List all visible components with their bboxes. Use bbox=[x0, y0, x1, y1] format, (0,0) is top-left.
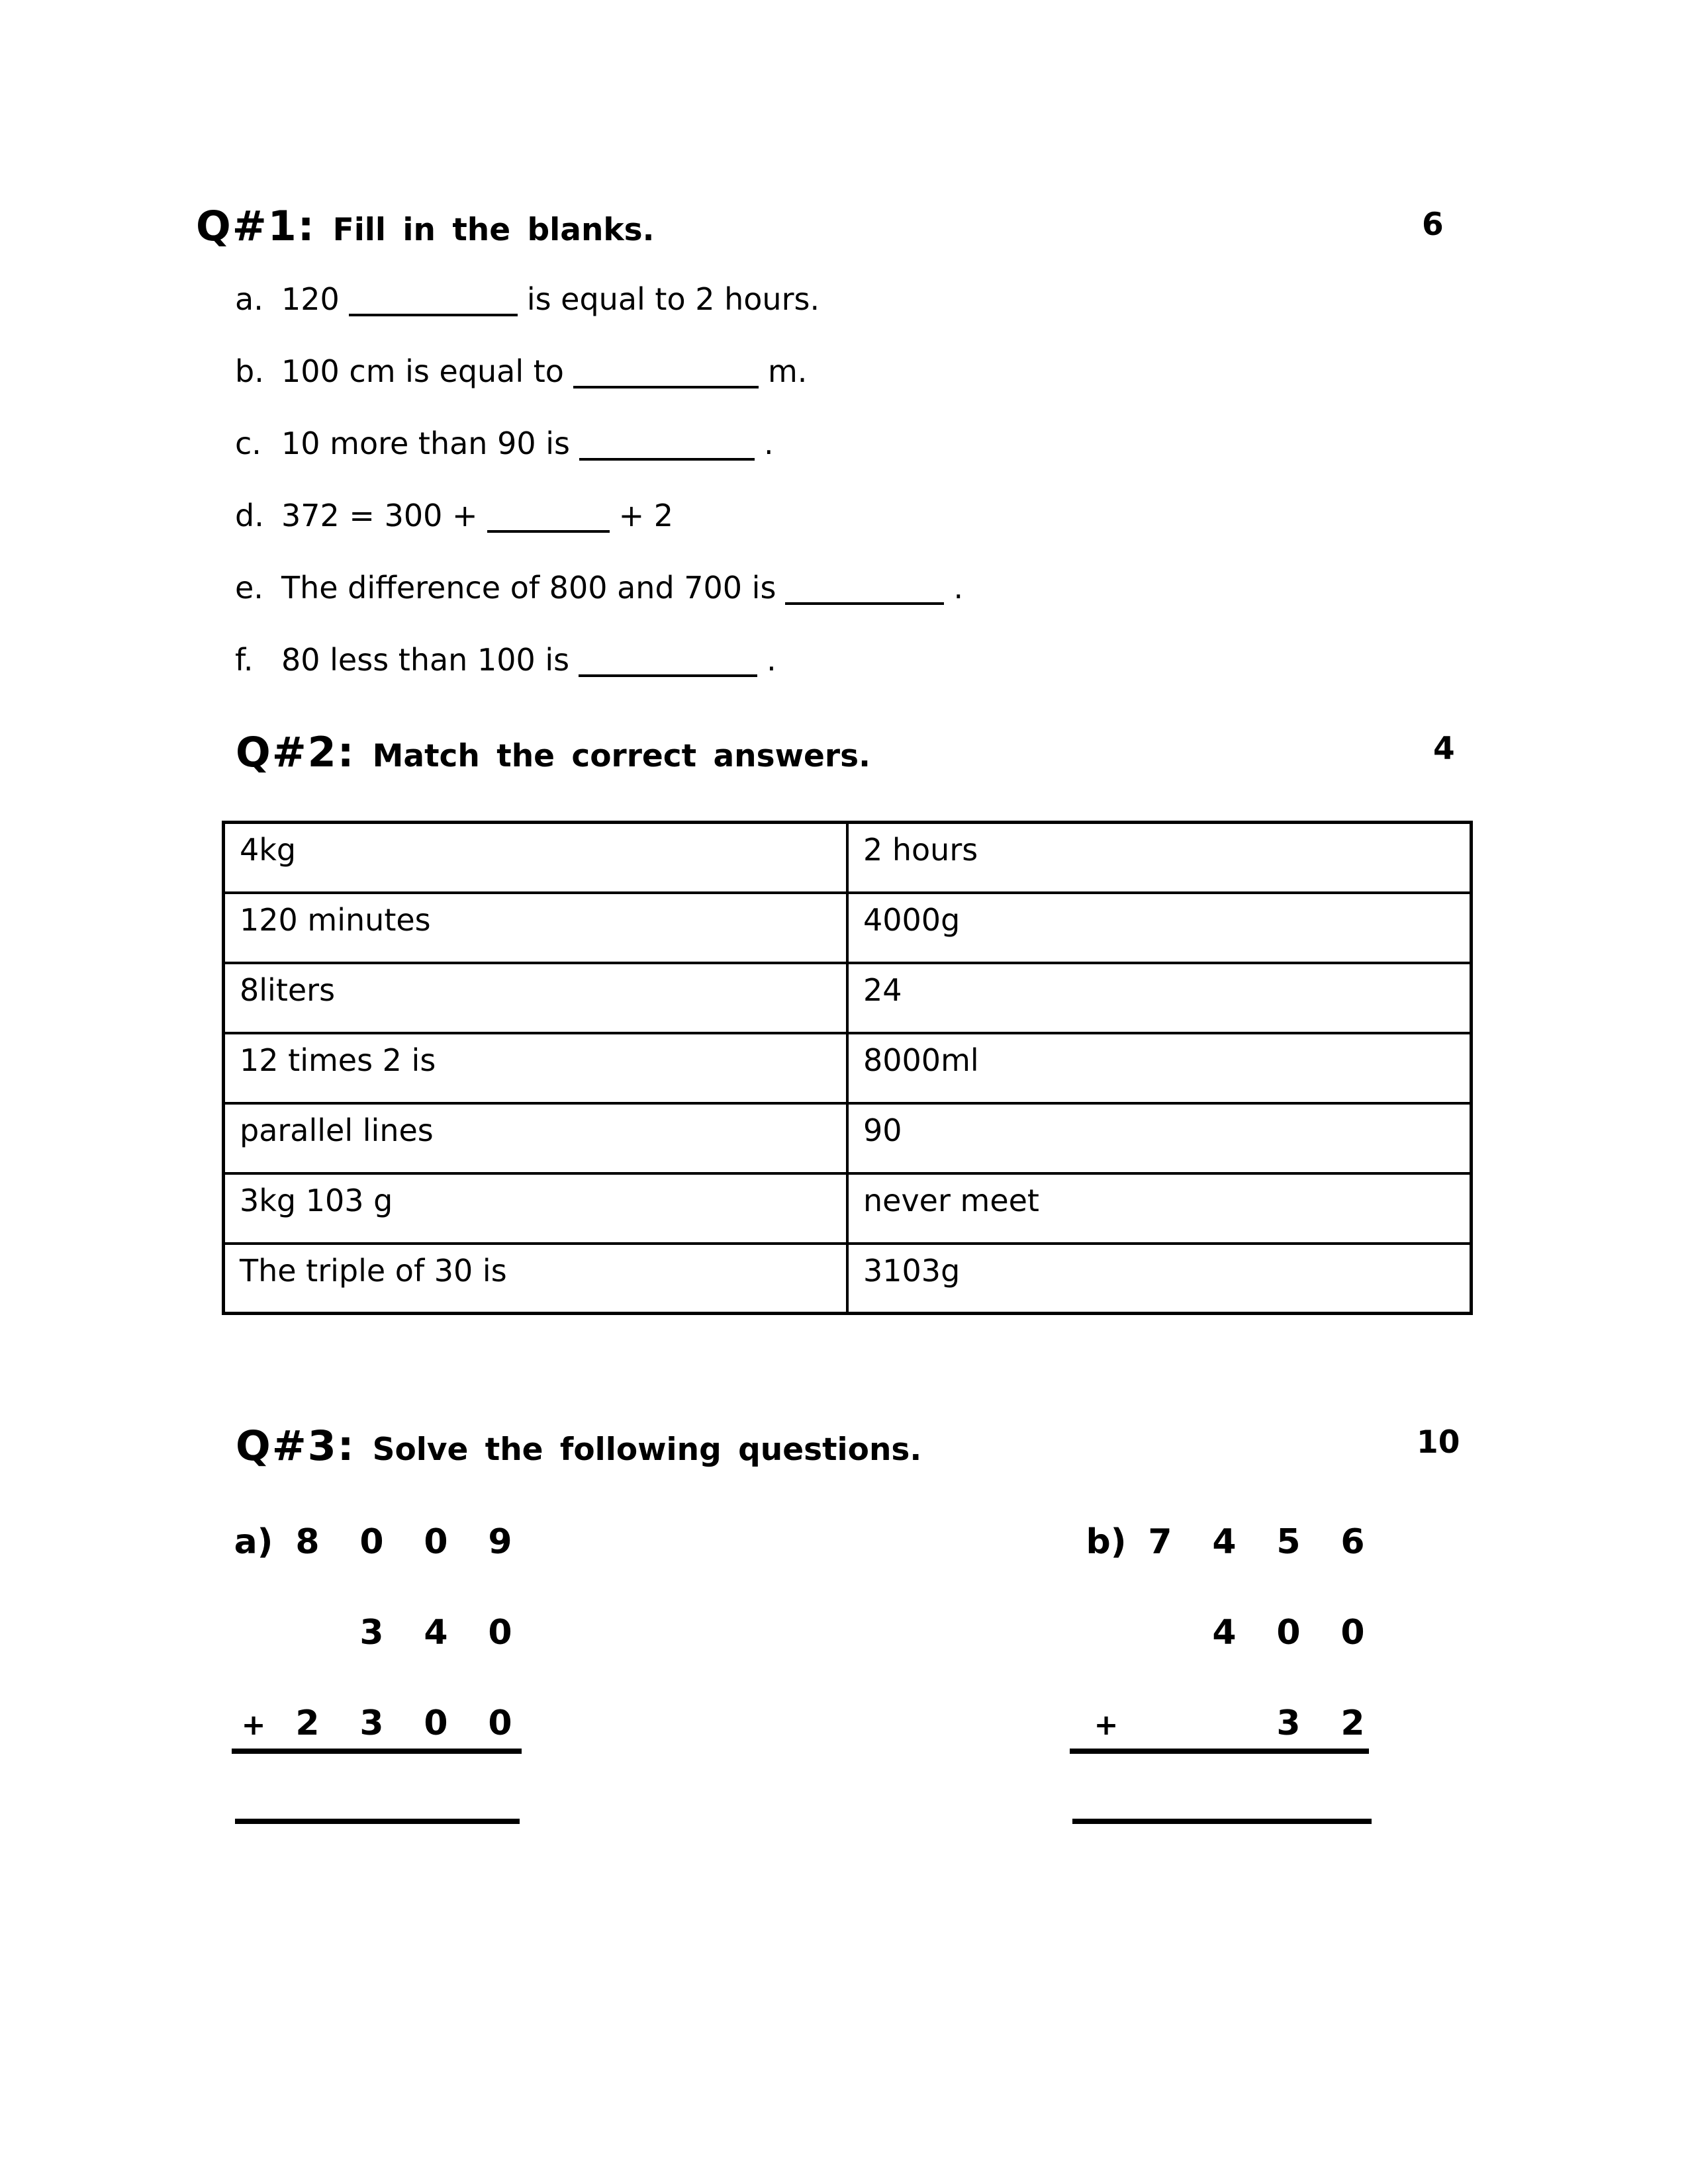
table-row bbox=[224, 1103, 1472, 1173]
item-letter: b. bbox=[235, 353, 264, 389]
q3-heading bbox=[236, 1422, 921, 1470]
digit: 3 bbox=[359, 1613, 384, 1653]
digit: 3 bbox=[359, 1704, 384, 1743]
addition-problem-a bbox=[232, 1522, 532, 1754]
addend-row bbox=[232, 1704, 532, 1742]
digit: 0 bbox=[1340, 1613, 1365, 1653]
fill-blank-item-e bbox=[235, 569, 963, 605]
problem-label: b) bbox=[1086, 1522, 1127, 1562]
q3-marks: 10 bbox=[1417, 1424, 1460, 1461]
match-right-cell: 3103g bbox=[847, 1244, 1472, 1314]
digit: 0 bbox=[1276, 1613, 1301, 1653]
digit: 9 bbox=[488, 1522, 512, 1562]
fill-blank-item-d bbox=[235, 497, 963, 533]
digit: 8 bbox=[295, 1522, 320, 1562]
q1-title: Fill in the blanks. bbox=[332, 212, 655, 248]
digit: 4 bbox=[424, 1613, 448, 1653]
digit: 0 bbox=[424, 1522, 448, 1562]
match-right-cell: never meet bbox=[847, 1173, 1472, 1244]
digit: 0 bbox=[359, 1522, 384, 1562]
addend-row bbox=[1084, 1613, 1385, 1651]
q2-title: Match the correct answers. bbox=[372, 738, 870, 774]
match-left-cell: 3kg 103 g bbox=[224, 1173, 848, 1244]
addend-row bbox=[1084, 1704, 1385, 1742]
table-row bbox=[224, 1244, 1472, 1314]
match-left-cell: The triple of 30 is bbox=[224, 1244, 848, 1314]
sum-rule bbox=[232, 1749, 522, 1754]
q3-number-label: Q#3: bbox=[236, 1422, 355, 1470]
item-text-post: . bbox=[953, 570, 964, 606]
problem-label: a) bbox=[234, 1522, 273, 1562]
answer-blank bbox=[349, 287, 518, 316]
q1-items bbox=[235, 281, 963, 677]
match-left-cell: 120 minutes bbox=[224, 893, 848, 963]
digit: 3 bbox=[1276, 1704, 1301, 1743]
item-letter: c. bbox=[235, 426, 261, 461]
match-left-cell: 4kg bbox=[224, 823, 848, 893]
match-right-cell: 8000ml bbox=[847, 1033, 1472, 1103]
q1-heading bbox=[196, 202, 655, 250]
digit: 2 bbox=[295, 1704, 320, 1743]
fill-blank-item-a bbox=[235, 281, 963, 316]
digit: 0 bbox=[488, 1704, 512, 1743]
item-text-post: + 2 bbox=[618, 498, 673, 533]
item-text-post: is equal to 2 hours. bbox=[526, 281, 820, 317]
match-left-cell: 12 times 2 is bbox=[224, 1033, 848, 1103]
fill-blank-item-f bbox=[235, 641, 963, 677]
item-letter: e. bbox=[235, 570, 263, 606]
item-text-pre: The difference of 800 and 700 is bbox=[281, 570, 776, 606]
digit: 0 bbox=[424, 1704, 448, 1743]
q2-marks: 4 bbox=[1433, 731, 1455, 767]
table-row bbox=[224, 963, 1472, 1033]
item-text-pre: 80 less than 100 is bbox=[281, 642, 570, 678]
item-text-post: m. bbox=[767, 353, 808, 389]
item-letter: f. bbox=[235, 642, 254, 678]
table-row bbox=[224, 1033, 1472, 1103]
item-text-pre: 100 cm is equal to bbox=[281, 353, 564, 389]
addend-row bbox=[232, 1613, 532, 1651]
answer-line-b bbox=[1072, 1819, 1372, 1824]
addition-problem-b bbox=[1084, 1522, 1385, 1754]
digit: 4 bbox=[1212, 1522, 1237, 1562]
match-right-cell: 2 hours bbox=[847, 823, 1472, 893]
digit: 6 bbox=[1340, 1522, 1365, 1562]
table-row bbox=[224, 823, 1472, 893]
answer-blank bbox=[579, 648, 757, 677]
answer-line-a bbox=[235, 1819, 520, 1824]
table-row bbox=[224, 893, 1472, 963]
item-text-pre: 372 = 300 + bbox=[281, 498, 478, 533]
addend-row bbox=[232, 1522, 532, 1561]
fill-blank-item-b bbox=[235, 353, 963, 388]
q2-heading bbox=[236, 728, 870, 776]
sum-rule bbox=[1070, 1749, 1369, 1754]
item-letter: d. bbox=[235, 498, 264, 533]
answer-blank bbox=[579, 432, 755, 461]
digit: 0 bbox=[488, 1613, 512, 1653]
answer-blank bbox=[573, 359, 759, 388]
digit: 4 bbox=[1212, 1613, 1237, 1653]
q1-number-label: Q#1: bbox=[196, 202, 316, 250]
item-letter: a. bbox=[235, 281, 263, 317]
digit: 2 bbox=[1340, 1704, 1365, 1743]
item-text-post: . bbox=[764, 426, 774, 461]
match-right-cell: 24 bbox=[847, 963, 1472, 1033]
digit: 5 bbox=[1276, 1522, 1301, 1562]
match-right-cell: 4000g bbox=[847, 893, 1472, 963]
match-right-cell: 90 bbox=[847, 1103, 1472, 1173]
plus-operator: + bbox=[1094, 1708, 1119, 1742]
answer-blank bbox=[487, 504, 610, 533]
q1-marks: 6 bbox=[1422, 206, 1444, 243]
answer-blank bbox=[785, 576, 944, 605]
digit: 7 bbox=[1148, 1522, 1172, 1562]
item-text-pre: 10 more than 90 is bbox=[281, 426, 570, 461]
matching-table bbox=[222, 821, 1473, 1315]
fill-blank-item-c bbox=[235, 425, 963, 461]
q3-title: Solve the following questions. bbox=[372, 1432, 922, 1468]
item-text-post: . bbox=[767, 642, 776, 678]
addend-row bbox=[1084, 1522, 1385, 1561]
item-text-pre: 120 bbox=[281, 281, 340, 317]
q2-number-label: Q#2: bbox=[236, 728, 355, 776]
match-left-cell: parallel lines bbox=[224, 1103, 848, 1173]
plus-operator: + bbox=[241, 1708, 266, 1742]
table-row bbox=[224, 1173, 1472, 1244]
match-left-cell: 8liters bbox=[224, 963, 848, 1033]
